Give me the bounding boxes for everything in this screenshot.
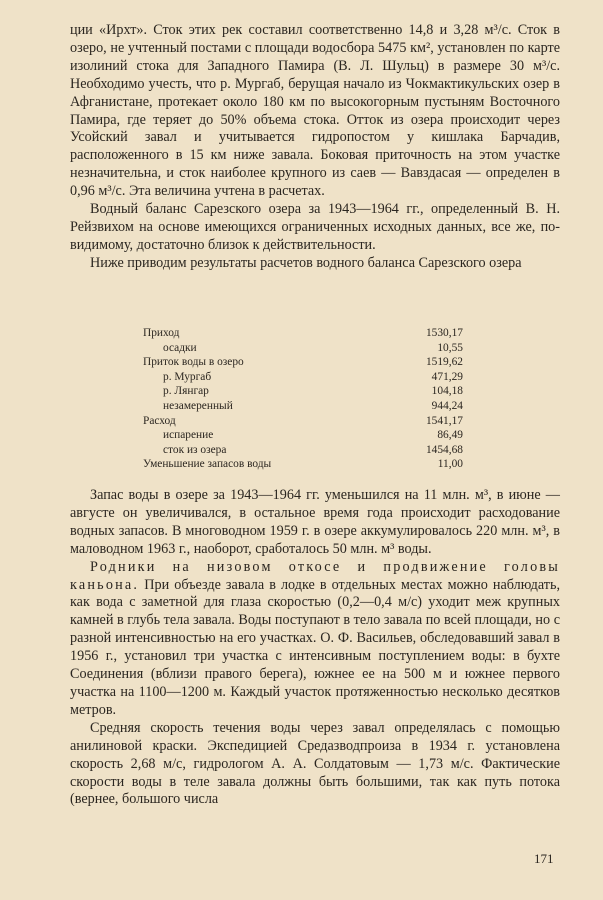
row-value: 10,55	[437, 341, 463, 354]
table-row	[143, 384, 463, 399]
table-row	[143, 457, 463, 472]
row-value: 944,24	[431, 399, 463, 412]
paragraph: Водный баланс Сарезского озера за 1943—1964 гг., определенный В. Н. Рейзвихом на основе имеющихся ограниченных исходных данных, все же, по-видимому, достаточно близок к действительности.	[70, 201, 560, 253]
row-label: осадки	[163, 341, 197, 354]
row-label: незамеренный	[163, 399, 233, 412]
table-row	[143, 399, 463, 414]
page-number: 171	[534, 851, 554, 866]
table-row	[143, 326, 463, 341]
paragraph: Средняя скорость течения воды через завал определялась с помощью анилиновой краски. Экспедицией Средазводпроиза в 1934 г. установлена скорость 2,68 м/с, гидрологом А. А. Солдатовым — 1,73 м/с. Фактические скорости воды в теле завала должны быть большими, так как путь потока (вернее, большого числа	[70, 719, 560, 808]
spaced-heading: Родники на низовом откосе и продвижение головы каньона.	[70, 558, 560, 593]
row-value: 1454,68	[425, 443, 463, 456]
row-value: 1519,62	[425, 356, 463, 369]
row-label: испарение	[163, 429, 214, 442]
table-row	[143, 355, 463, 370]
body-text-bottom	[70, 487, 560, 809]
table-row	[143, 414, 463, 429]
paragraph: Запас воды в озере за 1943—1964 гг. уменьшился на 11 млн. м³, в июне — августе он увеличивался, в остальное время года происходит расходование водных запасов. В многоводном 1959 г. в озере аккумулировалось 220 млн. м³, в маловодном 1963 г., наоборот, сработалось 50 млн. м³ воды.	[70, 487, 560, 557]
row-label: р. Мургаб	[163, 370, 212, 383]
table-row	[143, 370, 463, 385]
table-row	[143, 443, 463, 458]
row-label: сток из озера	[163, 443, 227, 456]
row-value: 11,00	[437, 458, 463, 471]
paragraph	[70, 559, 560, 720]
row-value: 1541,17	[425, 414, 463, 427]
paragraph: Ниже приводим результаты расчетов водного баланса Сарезского озера	[90, 254, 522, 271]
row-value: 86,49	[437, 429, 463, 442]
row-label: Приток воды в озеро	[143, 356, 244, 369]
paragraph: ции «Ирхт». Сток этих рек составил соответственно 14,8 и 3,28 м³/с. Сток в озеро, не учтенный постами с площади водосбора 5475 км², установлен по карте изолиний стока для Западного Памира (В. Л. Шульц) в размере 30 м³/с. Необходимо учесть, что р. Мургаб, берущая начало из Чокмактикульских озер в Афганистане, протекает около 180 км по высокогорным пустыням Восточного Памира, где теряет до 50% объема стока. Отток из озера происходит через Усойский завал и учитывается гидропостом у кишлака Барчадив, расположенного в 15 км ниже завала. Боковая приточность на этом участке незначительна, и сток наиболее крупного из саев — Вавздасая — определен в 0,96 м³/с. Эта величина учтена в расчетах.	[70, 22, 560, 200]
row-value: 1530,17	[425, 327, 463, 339]
row-label: Расход	[143, 414, 176, 427]
row-value: 471,29	[431, 370, 463, 383]
table-row	[143, 341, 463, 356]
row-label: Приход	[143, 327, 180, 339]
water-balance-table	[143, 326, 463, 472]
body-text-top	[70, 22, 560, 273]
paragraph-text: При объезде завала в лодке в отдельных местах можно наблюдать, как вода с заметной для глаза скоростью (0,2—0,4 м/с) уходит меж крупных камней в глубь тела завала. Воды поступают в тело завала по всей площади, но с разной интенсивностью на его участках. О. Ф. Васильев, обследовавший завал в 1956 г., установил три участка с интенсивным поступлением воды: в бухте Соединения (вблизи правого берега), южнее ее на 500 м и южнее первого участка на 1100—1200 м. Каждый участок протяженностью несколько десятков метров.	[70, 576, 560, 718]
row-label: р. Лянгар	[163, 385, 209, 398]
table-row	[143, 428, 463, 443]
row-value: 104,18	[431, 385, 463, 398]
row-label: Уменьшение запасов воды	[143, 458, 272, 471]
